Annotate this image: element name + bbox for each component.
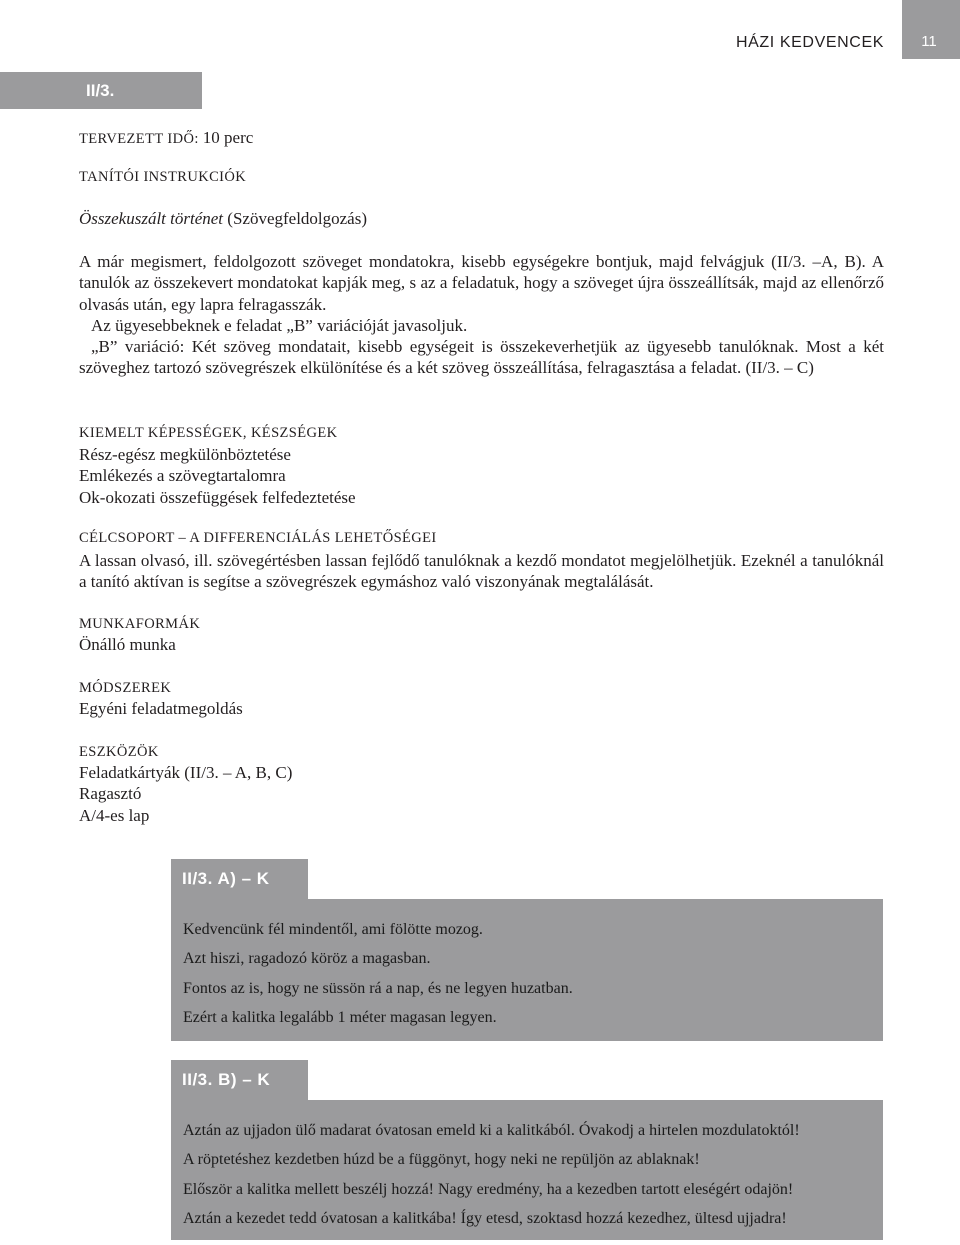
activity-heading [79,208,884,229]
tool-item: A/4-es lap [79,805,150,825]
card-a-line: Azt hiszi, ragadozó köröz a magasban. [183,950,431,968]
methods-label: MÓDSZEREK [79,680,172,696]
target-group-text: A lassan olvasó, ill. szövegértésben lassan fejlődő tanulóknak a kezdő mondatot megjelölhetjük. Ezeknél a tanulóknál a tanító aktívan is segítse a szövegrészek egymáshoz való viszonyának megtalálását. [79,551,884,592]
card-b-body [171,1100,883,1240]
planned-time [79,128,884,148]
card-b-tab [171,1060,308,1100]
card-b-line: Aztán az ujjadon ülő madarat óvatosan emeld ki a kalitkából. Óvakodj a hirtelen mozdulatoktól! [183,1122,800,1139]
skills-label: KIEMELT KÉPESSÉGEK, KÉSZSÉGEK [79,425,338,441]
instructions-paragraph-2: Az ügyesebbeknek e feladat „B” variációját javasoljuk. [91,315,468,335]
methods-section [79,680,884,719]
planned-time-label: TERVEZETT IDŐ: [79,131,199,147]
target-group-section [79,530,884,593]
card-a-title: II/3. A) – K [182,869,270,888]
methods-value: Egyéni feladatmegoldás [79,699,243,718]
activity-title: Összekuszált történet [79,209,224,228]
tool-item: Feladatkártyák (II/3. – A, B, C) [79,763,293,782]
card-b-line: A röptetéshez kezdetben húzd be a függönyt, hogy neki ne repüljön az ablaknak! [183,1151,700,1169]
section-code: II/3. [86,80,115,100]
skill-item: Emlékezés a szövegtartalomra [79,466,286,486]
activity-subtitle: (Szövegfeldolgozás) [227,209,368,228]
tools-section [79,744,884,826]
instructions-paragraph-3: „B” variáció: Két szöveg mondatait, kisebb egységeit is összekeverhetjük az ügyesebb tanulóknak. Most a két szöveghez tartozó szövegrészek elkülönítése és a két szöveg összeállítása, felragasztása a feladat. (II/3. – C) [79,337,884,378]
page-number: 11 [921,33,937,50]
card-a-line: Kedvencünk fél mindentől, ami fölötte mozog. [183,921,483,938]
tools-label: ESZKÖZÖK [79,744,159,760]
instructions-section [79,169,884,186]
card-a-line: Fontos az is, hogy ne süssön rá a nap, és ne legyen huzatban. [183,979,573,997]
skill-item: Rész-egész megkülönböztetése [79,445,291,464]
page-number-box [902,0,960,59]
skill-item: Ok-okozati összefüggések felfedeztetése [79,487,356,507]
instructions-paragraph-1: A már megismert, feldolgozott szöveget mondatokra, kisebb egységekre bontjuk, majd felvágjuk (II/3. –A, B). A tanulók az összekevert mondatokat kapják meg, s az a feladatuk, hogy a szöveget újra összeállítsák, majd az ellenőrző olvasás után, egy lapra felragasszák. [79,252,884,314]
card-a-body [171,899,883,1041]
card-a-line: Ezért a kalitka legalább 1 méter magasan legyen. [183,1008,497,1026]
target-group-label: CÉLCSOPORT – A DIFFERENCIÁLÁS LEHETŐSÉGEI [79,530,437,546]
planned-time-value: 10 perc [202,128,254,147]
card-b-title: II/3. B) – K [182,1070,271,1089]
card-b-line: Először a kalitka mellett beszélj hozzá! Nagy eredmény, ha a kezedben tartott eleségért odajön! [183,1180,794,1198]
work-forms-value: Önálló munka [79,635,176,654]
running-header-title: HÁZI KEDVENCEK [736,34,884,51]
tool-item: Ragasztó [79,784,142,804]
work-forms-label: MUNKAFORMÁK [79,616,201,632]
card-a-tab [171,859,308,899]
instructions-body [79,251,884,379]
work-forms-section [79,616,884,655]
section-code-tab [0,72,202,109]
instructions-label: TANÍTÓI INSTRUKCIÓK [79,169,247,185]
card-b-line: Aztán a kezedet tedd óvatosan a kalitkába! Így etesd, szoktasd hozzá kezedhez, ültesd ujjadra! [183,1209,787,1227]
skills-section [79,425,884,508]
